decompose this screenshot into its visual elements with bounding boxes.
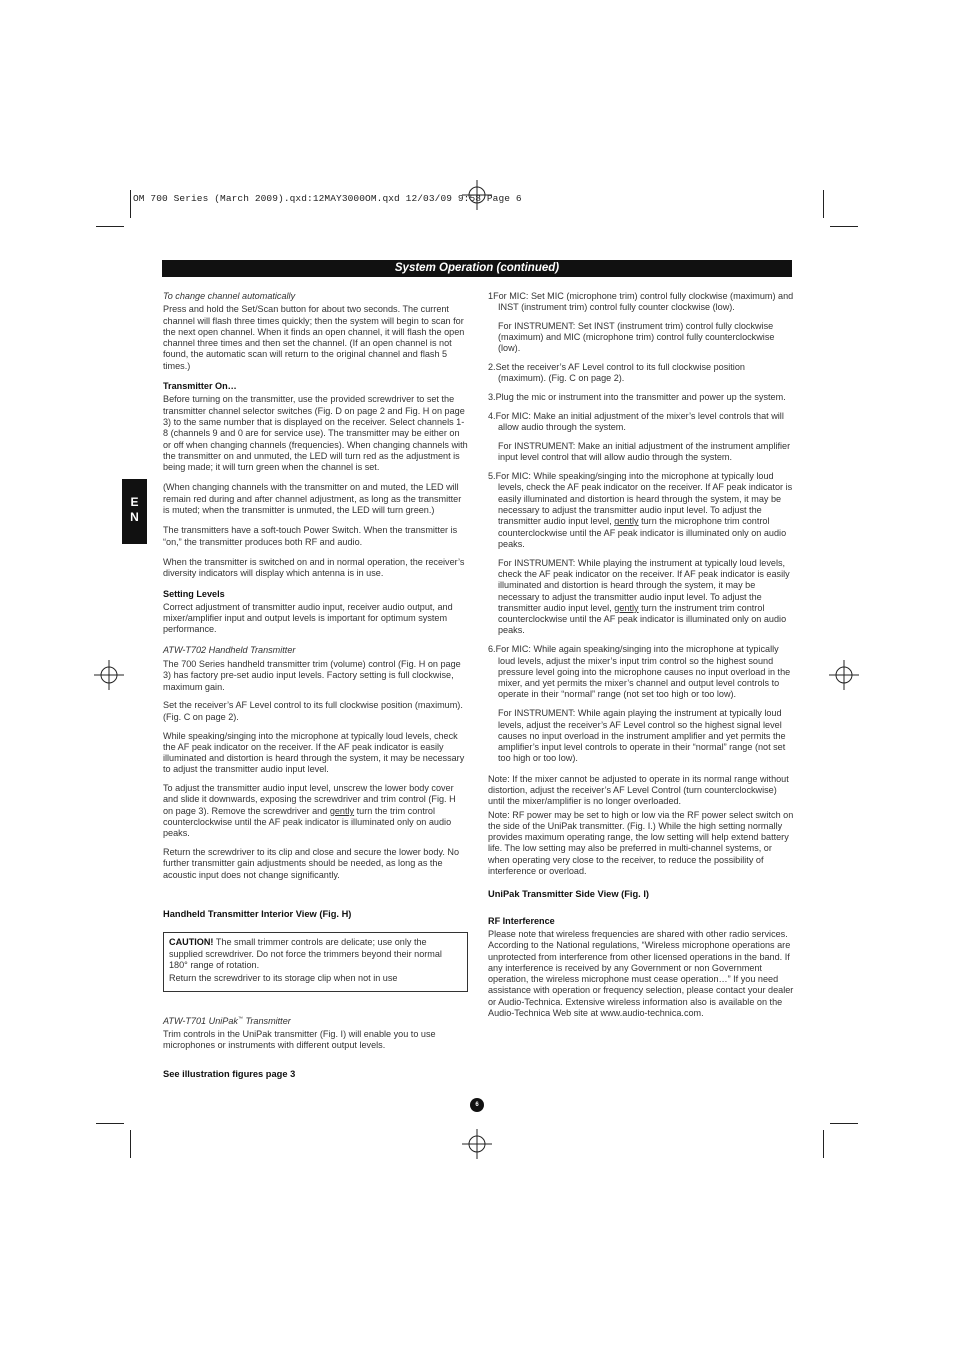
text-run: For MIC: Set MIC (microphone trim) control fully clockwise (maximum) and INST (instrument trim) control fully counter clockwise (low). bbox=[493, 291, 794, 313]
text-run: turn the microphone trim control counterclockwise until the AF peak indicator is illuminated only on audio peaks. bbox=[498, 516, 787, 549]
see-illustration-note: See illustration figures page 3 bbox=[163, 1069, 296, 1080]
registration-mark-icon bbox=[94, 660, 124, 690]
language-tab-letter: E bbox=[130, 495, 139, 509]
t702-paragraph bbox=[163, 783, 468, 839]
text-run: turn the trim control counterclockwise until the AF peak indicator is illuminated only on audio peaks. bbox=[163, 805, 452, 839]
language-tab bbox=[122, 479, 147, 544]
step-4-instrument: For INSTRUMENT: Make an initial adjustment of the instrument amplifier input level control that will allow audio through the system. bbox=[498, 440, 791, 463]
left-column bbox=[163, 291, 468, 1088]
setting-levels-text: Correct adjustment of transmitter audio input, receiver audio output, and mixer/amplifier input and output levels is important for optimum system performance. bbox=[163, 601, 453, 635]
caution-text: Return the screwdriver to its storage clip when not in use bbox=[169, 973, 398, 984]
step-6-instrument: For INSTRUMENT: While again playing the instrument at typically loud levels, adjust the receiver’s AF Level control so the highest signal level causes no input overload in the instrument amplifier and yet permits the amplifier’s input level controls to operate in their “normal” range (not set too high or too low). bbox=[498, 708, 786, 764]
setting-levels-heading: Setting Levels bbox=[163, 588, 225, 599]
crop-mark bbox=[823, 1130, 824, 1158]
t702-heading: ATW-T702 Handheld Transmitter bbox=[163, 644, 296, 655]
step-number: 1 bbox=[488, 291, 494, 301]
right-column bbox=[488, 291, 795, 1027]
crop-mark bbox=[830, 1123, 858, 1124]
fig-i-caption: UniPak Transmitter Side View (Fig. I) bbox=[488, 889, 650, 900]
step-number: 2. bbox=[488, 361, 496, 372]
power-switch-text: The transmitters have a soft-touch Power Switch. When the transmitter is “on,” the transmitter produces both RF and audio. bbox=[163, 525, 458, 547]
note-mixer: Note: If the mixer cannot be adjusted to operate in its normal range without distortion, adjust the receiver’s AF Level Control (turn counterclockwise) until the mixer/amplifier is no longer overloaded. bbox=[488, 773, 789, 807]
transmitter-on-text: Before turning on the transmitter, use the provided screwdriver to set the transmitter channel selector switches (Fig. D on page 2 and Fig. H on page 3) to the same number that is displayed on the receiver. Select channels 1-8 (channels 9 and 0 are for service use). The transmitter may be either on or off when changing channels (frequencies). When changing channels with the transmitter on and unmuted, the LED will turn red as the adjustment is being made; it will turn green when the channel is set. bbox=[163, 394, 468, 473]
emphasis-text: gently bbox=[614, 602, 639, 613]
step-1-instrument: For INSTRUMENT: Set INST (instrument trim) control fully clockwise (maximum) and MIC (microphone trim) control fully counterclockwise (low). bbox=[498, 320, 775, 354]
step-3 bbox=[488, 392, 795, 403]
text-run: For MIC: Make an initial adjustment of the mixer’s level controls that will allow audio through the system. bbox=[495, 410, 784, 433]
step-number: 3. bbox=[488, 392, 496, 403]
section-title-banner: System Operation (continued) bbox=[162, 260, 792, 277]
t702-paragraph: The 700 Series handheld transmitter trim (volume) control (Fig. H on page 3) has factory pre-set audio input levels. Factory setting is full clockwise, maximum gain. bbox=[163, 659, 461, 692]
t702-paragraph: Return the screwdriver to its clip and close and secure the lower body. No further transmitter gain adjustments should be needed, as long as the acoustic input does not change significantly. bbox=[163, 847, 460, 880]
step-5-mic bbox=[488, 471, 795, 550]
auto-channel-text: Press and hold the Set/Scan button for about two seconds. The current channel will flash three times quickly; then the system will begin to scan for the next open channel. When it finds an open channel, it will flash the open channel three times and then set the channel. (If an open channel is not found, the automatic scan will return to the original channel and flash 5 times.) bbox=[163, 304, 465, 371]
step-5-instrument bbox=[488, 558, 795, 637]
crop-mark bbox=[96, 226, 124, 227]
registration-mark-icon bbox=[462, 180, 492, 210]
step-number: 6. bbox=[488, 644, 496, 655]
crop-mark bbox=[96, 1123, 124, 1124]
step-2 bbox=[488, 362, 795, 385]
crop-mark bbox=[130, 1130, 131, 1158]
transmitter-on-heading: Transmitter On… bbox=[163, 381, 237, 392]
crop-mark bbox=[823, 190, 824, 218]
auto-channel-heading: To change channel automatically bbox=[163, 291, 296, 301]
t701-text: Trim controls in the UniPak transmitter (Fig. I) will enable you to use microphones or instruments with different output levels. bbox=[163, 1028, 436, 1051]
fig-h-caption: Handheld Transmitter Interior View (Fig. H) bbox=[163, 909, 352, 920]
file-slug: OM 700 Series (March 2009).qxd:12MAY3000OM.qxd 12/03/09 9:58 Page 6 bbox=[133, 193, 522, 204]
text-run: For MIC: While again speaking/singing into the microphone at typically loud levels, adjust the mixer’s input trim control so the highest sound pressure level going into the microphone causes no input overload in the mixer, and yet permits the mixer’s channel and output level controls to operate in their “normal” range (not set too high or too low). bbox=[495, 644, 791, 700]
page-number: 6 bbox=[470, 1098, 484, 1112]
crop-mark bbox=[830, 226, 858, 227]
text-run: For MIC: While speaking/singing into the microphone at typically loud levels, check the AF peak indicator on the receiver. If AF peak indicator is easily illuminated and distortion is heard through the system, it may be necessary to adjust the transmitter audio input level. To adjust the transmitter audio input level, bbox=[495, 471, 793, 527]
text-run: ATW-T701 UniPak bbox=[163, 1015, 238, 1026]
emphasis-text: gently bbox=[614, 516, 639, 527]
text-run: Set the receiver’s AF Level control to its full clockwise position (maximum). (Fig. C on page 2). bbox=[495, 361, 745, 384]
text-run: Plug the mic or instrument into the transmitter and power up the system. bbox=[495, 392, 786, 403]
language-tab-letter: N bbox=[130, 510, 139, 524]
rf-interference-heading: RF Interference bbox=[488, 915, 555, 926]
caution-text bbox=[169, 937, 462, 971]
text-run: To adjust the transmitter audio input level, unscrew the lower body cover and slide it downwards, exposing the screwdriver and trim control (Fig. H on page 3). Remove the screwdriver and bbox=[163, 783, 456, 816]
t702-paragraph: Set the receiver’s AF Level control to its full clockwise position (maximum). (Fig. C on page 2). bbox=[163, 700, 463, 722]
step-number: 4. bbox=[488, 410, 496, 421]
emphasis-text: gently bbox=[329, 805, 355, 816]
diversity-text: When the transmitter is switched on and in normal operation, the receiver’s diversity indicators will display which antenna is in use. bbox=[163, 556, 465, 579]
trademark-mark: ™ bbox=[237, 1015, 243, 1022]
step-1-mic bbox=[488, 291, 795, 314]
transmitter-on-note: (When changing channels with the transmitter on and muted, the LED will remain red during and after channel adjustment, as long as the transmitter is muted; when the transmitter is unmuted, the LED will turn green.) bbox=[163, 482, 462, 516]
caution-label: CAUTION! bbox=[169, 937, 214, 948]
caution-box bbox=[163, 932, 468, 991]
registration-mark-icon bbox=[462, 1129, 492, 1159]
step-4-mic bbox=[488, 411, 795, 434]
text-run: Transmitter bbox=[242, 1015, 291, 1026]
text-run: turn the instrument trim control counterclockwise until the AF peak indicator is illuminated only on audio peaks. bbox=[498, 602, 787, 636]
t701-heading bbox=[163, 1014, 468, 1027]
t702-paragraph: While speaking/singing into the microphone at typically loud levels, check the AF peak indicator on the receiver. If the AF peak indicator is easily illuminated and distortion is heard through the system, it may be necessary to adjust the transmitter audio input level. bbox=[163, 730, 465, 775]
crop-mark bbox=[130, 190, 131, 218]
text-run: For INSTRUMENT: While playing the instrument at typically loud levels, check the AF peak indicator on the receiver. If AF peak indicator is easily illuminated and distortion is heard through the system, it may be necessary to adjust the transmitter audio input level. To adjust the transmitter audio input level, bbox=[498, 557, 790, 613]
note-rf-power: Note: RF power may be set to high or low via the RF power select switch on the side of the UniPak transmitter. (Fig. I.) While the high setting normally provides maximum operating range, the low setting will help extend battery life. The low setting may also be preferred in multi-channel systems, or when operating very close to the receiver, to reduce the possibility of interference or overload. bbox=[488, 809, 794, 877]
step-6-mic bbox=[488, 644, 795, 700]
registration-mark-icon bbox=[829, 660, 859, 690]
rf-interference-text: Please note that wireless frequencies are shared with other radio services. According to the National regulations, “Wireless microphone operations are unprotected from interference from other licensed operations in the band. If any interference is received by any Government or non Government operation, the wireless microphone must cease operation…” If you need assistance with operation or frequency selection, please contact your dealer or Audio-Technica. Extensive wireless information also is available on the Audio-Technica Web site at www.audio-technica.com. bbox=[488, 928, 794, 1019]
text-run: The small trimmer controls are delicate; use only the supplied screwdriver. Do not force the trimmers beyond their normal 180° range of rotation. bbox=[169, 937, 442, 970]
step-number: 5. bbox=[488, 471, 496, 482]
